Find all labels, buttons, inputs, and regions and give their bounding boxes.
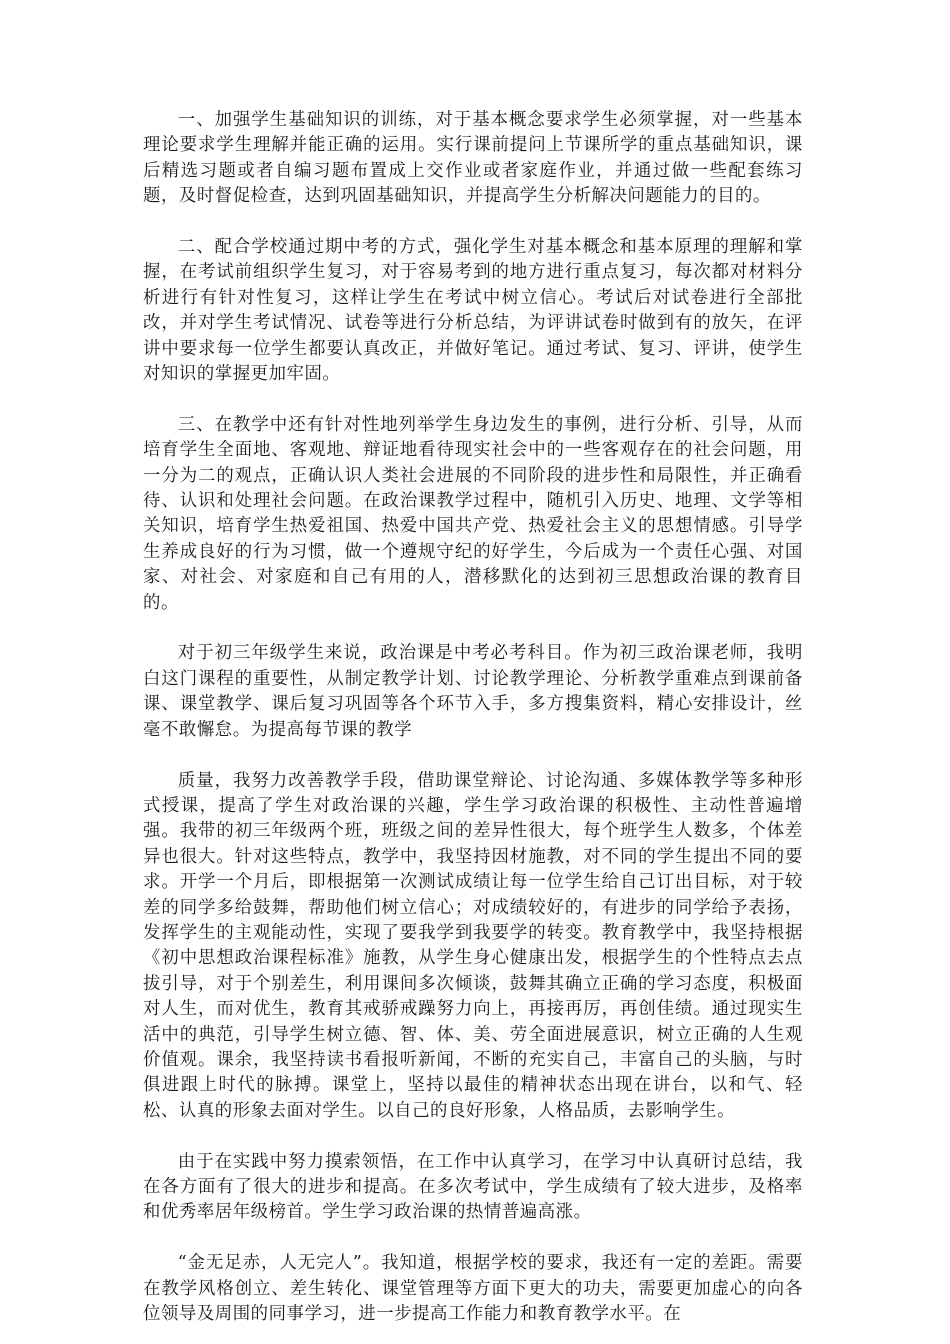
paragraph-real-life-examples: 三、在教学中还有针对性地列举学生身边发生的事例，进行分析、引导，从而培育学生全面地、客观地、辩证地看待现实社会中的一些客观存在的社会问题，用一分为二的观点，正确认识人类社会进展的不同阶段的进步性和局限性，并正确看待、认识和处理社会问题。在政治课教学过程中，随机引入历史、地理、文学等相关知识，培育学生热爱祖国、热爱中国共产党、热爱社会主义的思想情感。引导学生养成良好的行为习惯，做一个遵规守纪的好学生，今后成为一个责任心强、对国家、对社会、对家庭和自己有用的人，潜移默化的达到初三思想政治课的教育目的。 <box>143 414 803 613</box>
paragraph-teaching-methods: 质量，我努力改善教学手段，借助课堂辩论、讨论沟通、多媒体教学等多种形式授课，提高了学生对政治课的兴趣，学生学习政治课的积极性、主动性普遍增强。我带的初三年级两个班，班级之间的差异性很大，每个班学生人数多，个体差异也很大。针对这些特点，教学中，我坚持因材施教，对不同的学生提出不同的要求。开学一个月后，即根据第一次测试成绩让每一位学生给自己订出目标，对于较差的同学多给鼓舞，帮助他们树立信心；对成绩较好的，有进步的同学给予表扬，发挥学生的主观能动性，实现了要我学到我要学的转变。教育教学中，我坚持根据《初中思想政治课程标准》施教，从学生身心健康出发，根据学生的个性特点去点拔引导，对于个别差生，利用课间多次倾谈，鼓舞其确立正确的学习态度，积极面对人生，而对优生，教育其戒骄戒躁努力向上，再接再厉，再创佳绩。通过现实生活中的典范，引导学生树立德、智、体、美、劳全面进展意识，树立正确的人生观价值观。课余，我坚持读书看报听新闻，不断的充实自己，丰富自己的头脑，与时俱进跟上时代的脉搏。课堂上，坚持以最佳的精神状态出现在讲台，以和气、轻松、认真的形象去面对学生。以自己的良好形象，人格品质，去影响学生。 <box>143 770 803 1121</box>
paragraph-teaching-planning: 对于初三年级学生来说，政治课是中考必考科目。作为初三政治课老师，我明白这门课程的重要性，从制定教学计划、讨论教学理论、分析教学重难点到课前备课、课堂教学、课后复习巩固等各个环节入手，多方搜集资料，精心安排设计，丝毫不敢懈怠。为提高每节课的教学 <box>143 643 803 740</box>
paragraph-midterm-review: 二、配合学校通过期中考的方式，强化学生对基本概念和基本原理的理解和掌握，在考试前组织学生复习，对于容易考到的地方进行重点复习，每次都对材料分析进行有针对性复习，这样让学生在考试中树立信心。考试后对试卷进行全部批改，并对学生考试情况、试卷等进行分析总结，为评讲试卷时做到有的放矢，在评讲中要求每一位学生都要认真改正，并做好笔记。通过考试、复习、评讲，使学生对知识的掌握更加牢固。 <box>143 237 803 385</box>
paragraph-shortcomings: “金无足赤，人无完人”。我知道，根据学校的要求，我还有一定的差距。需要在教学风格创立、差生转化、课堂管理等方面下更大的功夫，需要更加虚心的向各位领导及周围的同事学习，进一步提高工作能力和教育教学水平。在 <box>143 1253 803 1324</box>
document-body <box>143 108 803 1327</box>
paragraph-results: 由于在实践中努力摸索领悟，在工作中认真学习，在学习中认真研讨总结，我在各方面有了很大的进步和提高。在多次考试中，学生成绩有了较大进步，及格率和优秀率居年级榜首。学生学习政治课的热情普遍高涨。 <box>143 1151 803 1223</box>
paragraph-basic-knowledge: 一、加强学生基础知识的训练，对于基本概念要求学生必须掌握，对一些基本理论要求学生理解并能正确的运用。实行课前提问上节课所学的重点基础知识，课后精选习题或者自编习题布置成上交作业或者家庭作业，并通过做一些配套练习题，及时督促检查，达到巩固基础知识，并提高学生分析解决问题能力的目的。 <box>143 110 803 207</box>
